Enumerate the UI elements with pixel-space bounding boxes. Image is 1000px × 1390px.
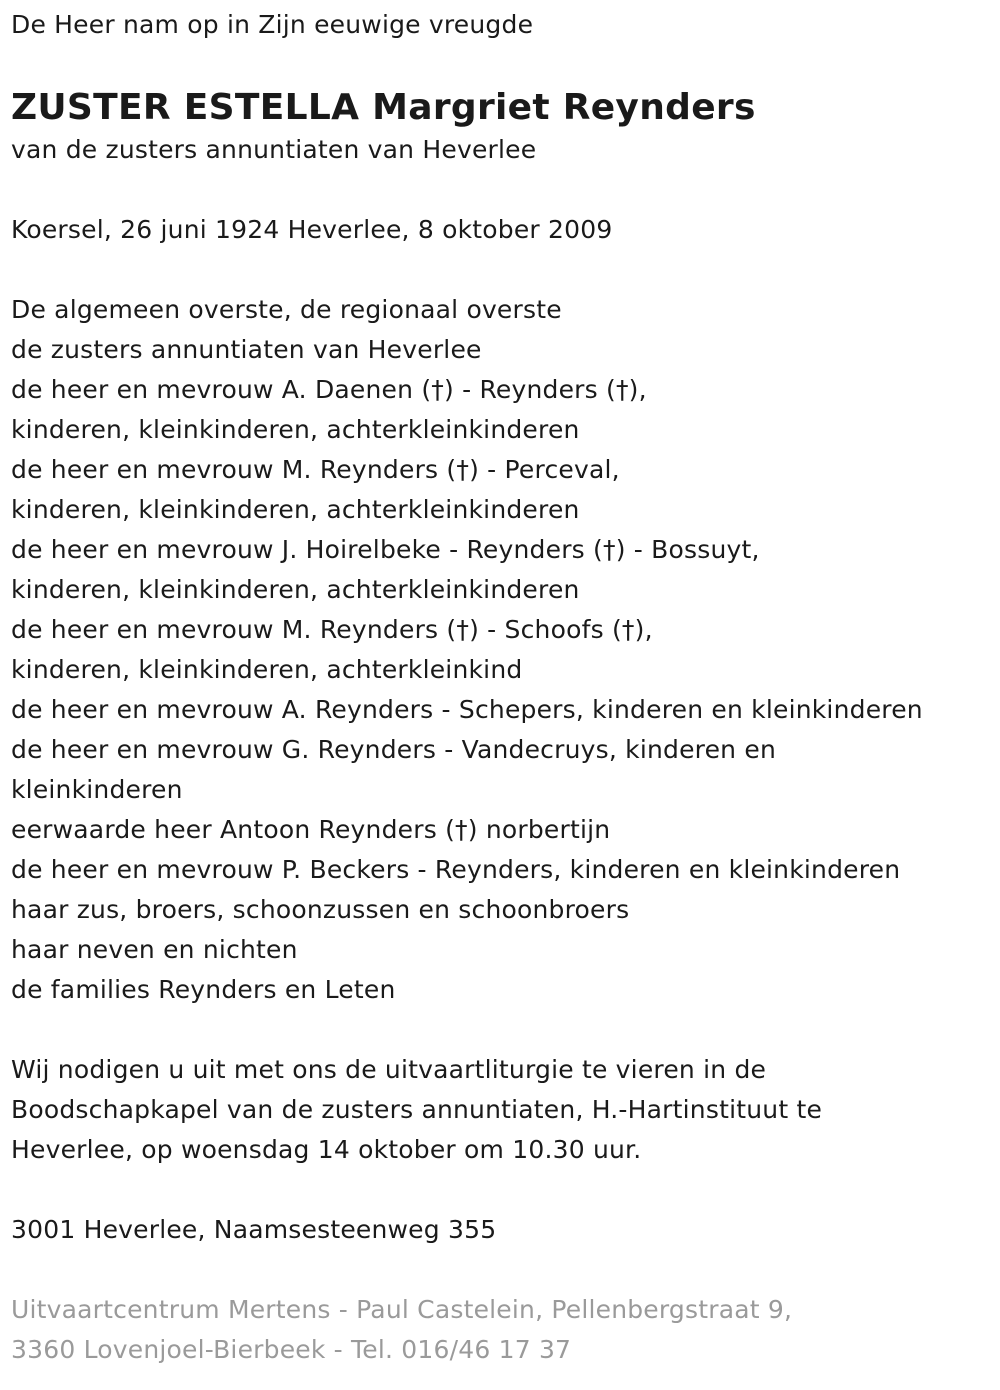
family-line: de heer en mevrouw A. Daenen (†) - Reynders (†), (11, 375, 647, 404)
obituary-page (11, 0, 991, 1370)
spacer (11, 1250, 991, 1290)
family-line: kleinkinderen (11, 775, 183, 804)
invitation-line: Boodschapkapel van de zusters annuntiaten, H.-Hartinstituut te (11, 1095, 823, 1124)
family-line: de heer en mevrouw P. Beckers - Reynders, kinderen en kleinkinderen (11, 855, 901, 884)
intro-text: De Heer nam op in Zijn eeuwige vreugde (11, 10, 534, 39)
family-line: de heer en mevrouw G. Reynders - Vandecruys, kinderen en (11, 735, 776, 764)
deceased-name: ZUSTER ESTELLA Margriet Reynders (11, 87, 756, 128)
invitation-line: Wij nodigen u uit met ons de uitvaartliturgie te vieren in de (11, 1055, 767, 1084)
invitation-line: Heverlee, op woensdag 14 oktober om 10.30 uur. (11, 1135, 642, 1164)
family-line: de zusters annuntiaten van Heverlee (11, 335, 482, 364)
spacer (11, 250, 991, 290)
family-line: eerwaarde heer Antoon Reynders (†) norbertijn (11, 815, 611, 844)
invitation-text (11, 1050, 991, 1170)
family-line: de heer en mevrouw J. Hoirelbeke - Reynders (†) - Bossuyt, (11, 535, 760, 564)
family-line: kinderen, kleinkinderen, achterkleinkinderen (11, 415, 580, 444)
family-line: de families Reynders en Leten (11, 975, 396, 1004)
family-list (11, 290, 991, 1010)
congregation-text: van de zusters annuntiaten van Heverlee (11, 135, 537, 164)
family-line: de heer en mevrouw A. Reynders - Schepers, kinderen en kleinkinderen (11, 695, 923, 724)
family-line: de heer en mevrouw M. Reynders (†) - Schoofs (†), (11, 615, 653, 644)
family-line: kinderen, kleinkinderen, achterkleinkinderen (11, 575, 580, 604)
family-line: haar neven en nichten (11, 935, 298, 964)
birth-death-dates: Koersel, 26 juni 1924 Heverlee, 8 oktober 2009 (11, 215, 613, 244)
family-line: kinderen, kleinkinderen, achterkleinkinderen (11, 495, 580, 524)
spacer (11, 170, 991, 210)
address-text: 3001 Heverlee, Naamsesteenweg 355 (11, 1215, 497, 1244)
footer-line: Uitvaartcentrum Mertens - Paul Castelein, Pellenbergstraat 9, (11, 1295, 793, 1324)
family-line: kinderen, kleinkinderen, achterkleinkind (11, 655, 523, 684)
spacer (11, 1170, 991, 1210)
family-line: de heer en mevrouw M. Reynders (†) - Perceval, (11, 455, 620, 484)
funeral-home-footer (11, 1290, 991, 1370)
spacer (11, 1010, 991, 1050)
family-line: De algemeen overste, de regionaal overste (11, 295, 562, 324)
footer-line: 3360 Lovenjoel-Bierbeek - Tel. 016/46 17 37 (11, 1335, 572, 1364)
family-line: haar zus, broers, schoonzussen en schoonbroers (11, 895, 630, 924)
